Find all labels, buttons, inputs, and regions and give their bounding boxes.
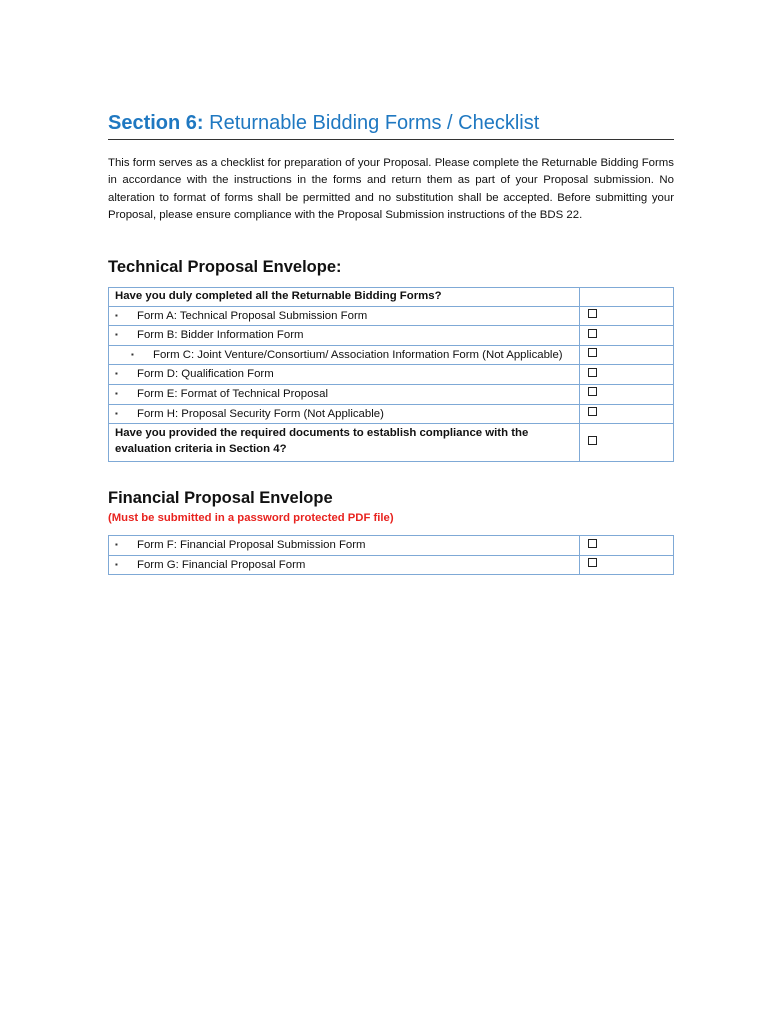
form-item <box>109 384 580 404</box>
checkbox-cell[interactable] <box>580 365 674 385</box>
form-item-label: Form C: Joint Venture/Consortium/ Association Information Form (Not Applicable) <box>153 348 563 361</box>
form-item <box>109 345 580 365</box>
question-cell: Have you provided the required documents to establish compliance with the evaluation criteria in Section 4? <box>109 424 580 462</box>
square-bullet-icon: ▪ <box>131 349 134 359</box>
table-row <box>109 555 674 575</box>
table-row <box>109 288 674 307</box>
intro-paragraph: This form serves as a checklist for preparation of your Proposal. Please complete the Returnable Bidding Forms in accordance with the instructions in the forms and return them as part of your Proposal submission. No alteration to format of forms shall be permitted and no substitution shall be accepted. Before submitting your Proposal, please ensure compliance with the Proposal Submission instructions of the BDS 22. <box>108 157 674 222</box>
checkbox-cell[interactable] <box>580 424 674 462</box>
checkbox-cell[interactable] <box>580 384 674 404</box>
form-item <box>109 306 580 326</box>
technical-envelope-title: Technical Proposal Envelope: <box>108 258 342 276</box>
checkbox-icon[interactable] <box>588 407 597 416</box>
form-item-label: Form B: Bidder Information Form <box>137 329 304 342</box>
financial-envelope-title: Financial Proposal Envelope <box>108 489 333 507</box>
form-item-label: Form D: Qualification Form <box>137 368 274 381</box>
form-item <box>109 404 580 424</box>
checkbox-icon[interactable] <box>588 368 597 377</box>
table-row <box>109 404 674 424</box>
form-item <box>109 365 580 385</box>
square-bullet-icon: ▪ <box>115 559 118 569</box>
form-item <box>109 326 580 346</box>
checkbox-icon[interactable] <box>588 348 597 357</box>
checkbox-icon[interactable] <box>588 558 597 567</box>
form-item-label: Form E: Format of Technical Proposal <box>137 387 328 400</box>
checkbox-cell[interactable] <box>580 306 674 326</box>
checkbox-icon[interactable] <box>588 387 597 396</box>
square-bullet-icon: ▪ <box>115 540 118 549</box>
checkbox-cell[interactable] <box>580 555 674 575</box>
square-bullet-icon: ▪ <box>115 369 118 379</box>
checkbox-icon[interactable] <box>588 309 597 318</box>
checkbox-cell[interactable] <box>580 345 674 365</box>
form-item <box>109 555 580 575</box>
table-row <box>109 384 674 404</box>
square-bullet-icon: ▪ <box>115 310 118 320</box>
question-cell: Have you duly completed all the Returnable Bidding Forms? <box>109 288 580 307</box>
table-row <box>109 345 674 365</box>
financial-note: (Must be submitted in a password protected PDF file) <box>108 512 394 524</box>
square-bullet-icon: ▪ <box>115 330 118 340</box>
form-item-label: Form A: Technical Proposal Submission Form <box>137 309 368 322</box>
checkbox-cell <box>580 288 674 307</box>
form-item-label: Form F: Financial Proposal Submission Form <box>137 539 366 551</box>
checkbox-icon[interactable] <box>588 539 597 548</box>
form-item-label: Form G: Financial Proposal Form <box>137 558 306 571</box>
checkbox-cell[interactable] <box>580 536 674 556</box>
section-heading <box>108 112 674 140</box>
square-bullet-icon: ▪ <box>115 388 118 398</box>
checkbox-icon[interactable] <box>588 436 597 445</box>
section-title: Returnable Bidding Forms / Checklist <box>209 112 540 134</box>
square-bullet-icon: ▪ <box>115 408 118 418</box>
financial-checklist-table <box>108 535 674 575</box>
technical-checklist-table <box>108 287 674 462</box>
checkbox-cell[interactable] <box>580 326 674 346</box>
table-row <box>109 424 674 462</box>
checkbox-icon[interactable] <box>588 329 597 338</box>
table-row <box>109 326 674 346</box>
checkbox-cell[interactable] <box>580 404 674 424</box>
form-item-label: Form H: Proposal Security Form (Not Applicable) <box>137 407 384 420</box>
table-row <box>109 365 674 385</box>
form-item <box>109 536 580 556</box>
table-row <box>109 536 674 556</box>
table-row <box>109 306 674 326</box>
section-label: Section 6: <box>108 112 204 134</box>
